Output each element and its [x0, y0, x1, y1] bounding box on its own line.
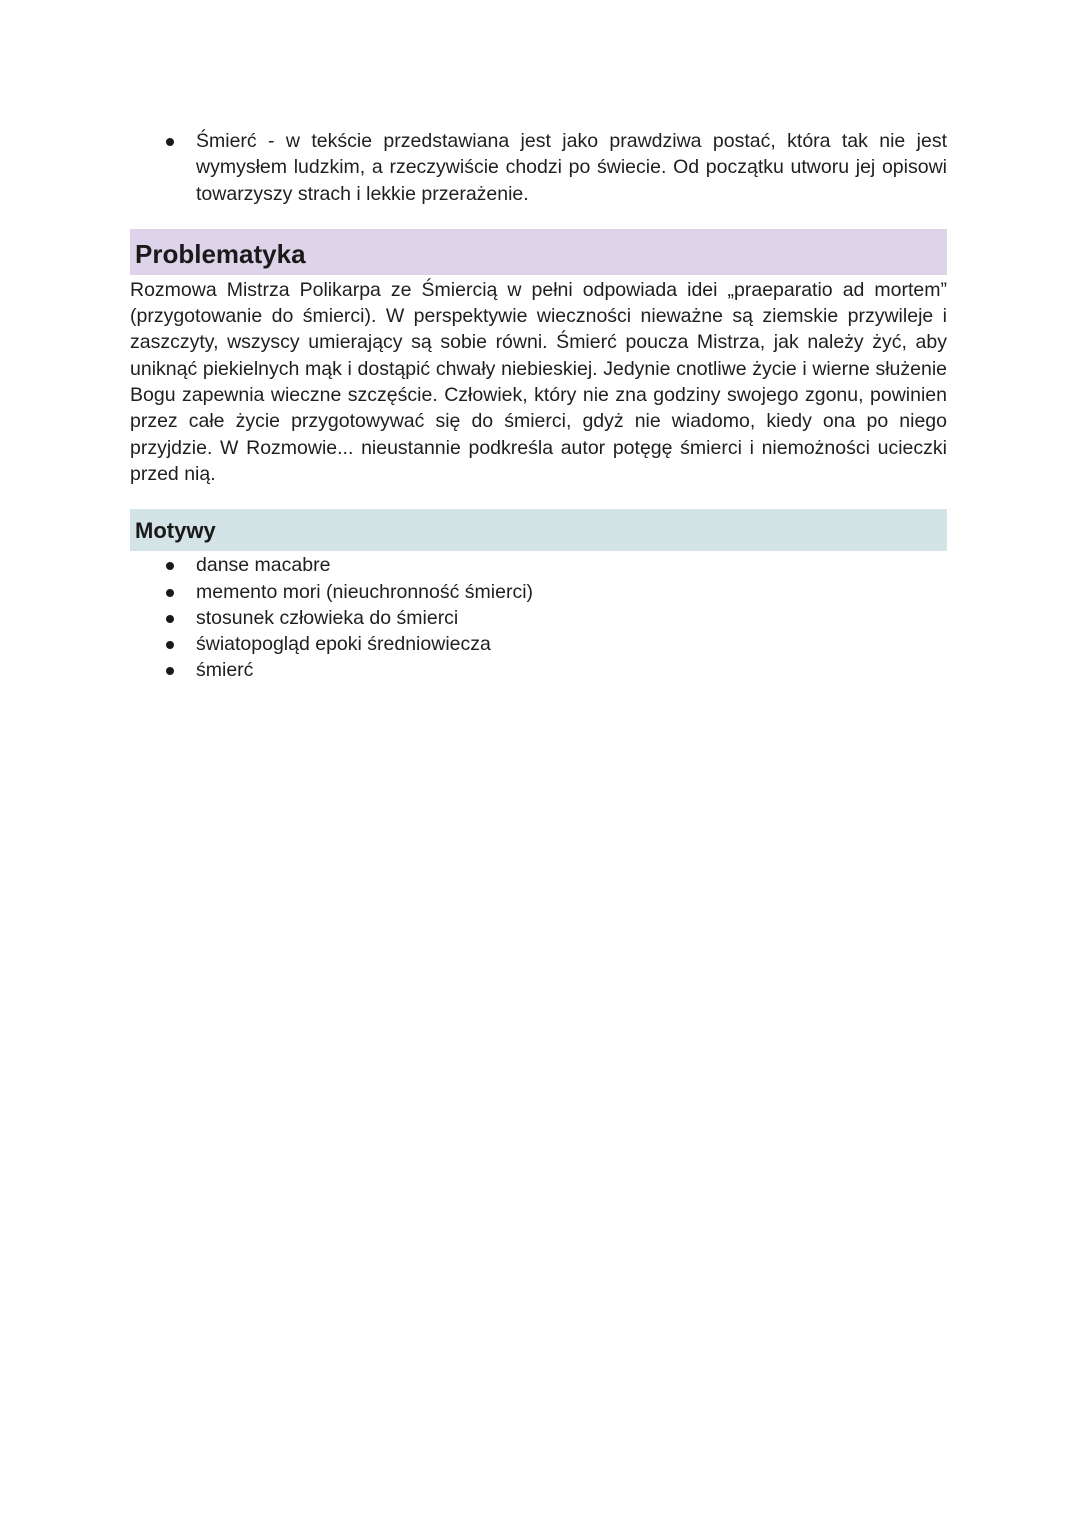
- page-content: [130, 128, 947, 684]
- list-item-text: danse macabre: [196, 554, 331, 577]
- list-item: [130, 552, 947, 578]
- section-heading-problematyka: Problematyka: [130, 229, 947, 275]
- bullet-dot-icon: [166, 615, 174, 623]
- bullet-dot-icon: [166, 667, 174, 675]
- list-item: [130, 657, 947, 683]
- bullet-dot-icon: [166, 641, 174, 649]
- list-item: [130, 631, 947, 657]
- section-heading-motywy: Motywy: [130, 509, 947, 551]
- bullet-text: Śmierć - w tekście przedstawiana jest jako prawdziwa postać, która tak nie jest wymysłem ludzkim, a rzeczywiście chodzi po świecie. Od początku utworu jej opisowi towarzyszy strach i lekkie przerażenie.: [196, 130, 947, 205]
- bullet-dot-icon: [166, 138, 174, 146]
- character-bullet-list: [130, 128, 947, 207]
- bullet-dot-icon: [166, 589, 174, 597]
- problematyka-paragraph: Rozmowa Mistrza Polikarpa ze Śmiercią w pełni odpowiada idei „praeparatio ad mortem” (przygotowanie do śmierci). W perspektywie wieczności nieważne są ziemskie przywileje i zaszczyty, wszyscy umierający są sobie równi. Śmierć poucza Mistrza, jak należy żyć, aby uniknąć piekielnych mąk i dostąpić chwały niebieskiej. Jedynie cnotliwe życie i wierne służenie Bogu zapewnia wieczne szczęście. Człowiek, który nie zna godziny swojego zgonu, powinien przez całe życie przygotowywać się do śmierci, gdyż nie wiadomo, kiedy ona po niego przyjdzie. W Rozmowie... nieustannie podkreśla autor potęgę śmierci i niemożności ucieczki przed nią.: [130, 278, 947, 485]
- list-item-text: memento mori (nieuchronność śmierci): [196, 580, 534, 603]
- list-item-text: stosunek człowieka do śmierci: [196, 606, 459, 629]
- list-item-text: światopogląd epoki średniowiecza: [196, 633, 491, 656]
- list-item: [130, 579, 947, 605]
- list-item: [130, 605, 947, 631]
- list-item-text: śmierć: [196, 659, 254, 682]
- bullet-dot-icon: [166, 562, 174, 570]
- motywy-list: [130, 552, 947, 683]
- list-item: [130, 128, 947, 207]
